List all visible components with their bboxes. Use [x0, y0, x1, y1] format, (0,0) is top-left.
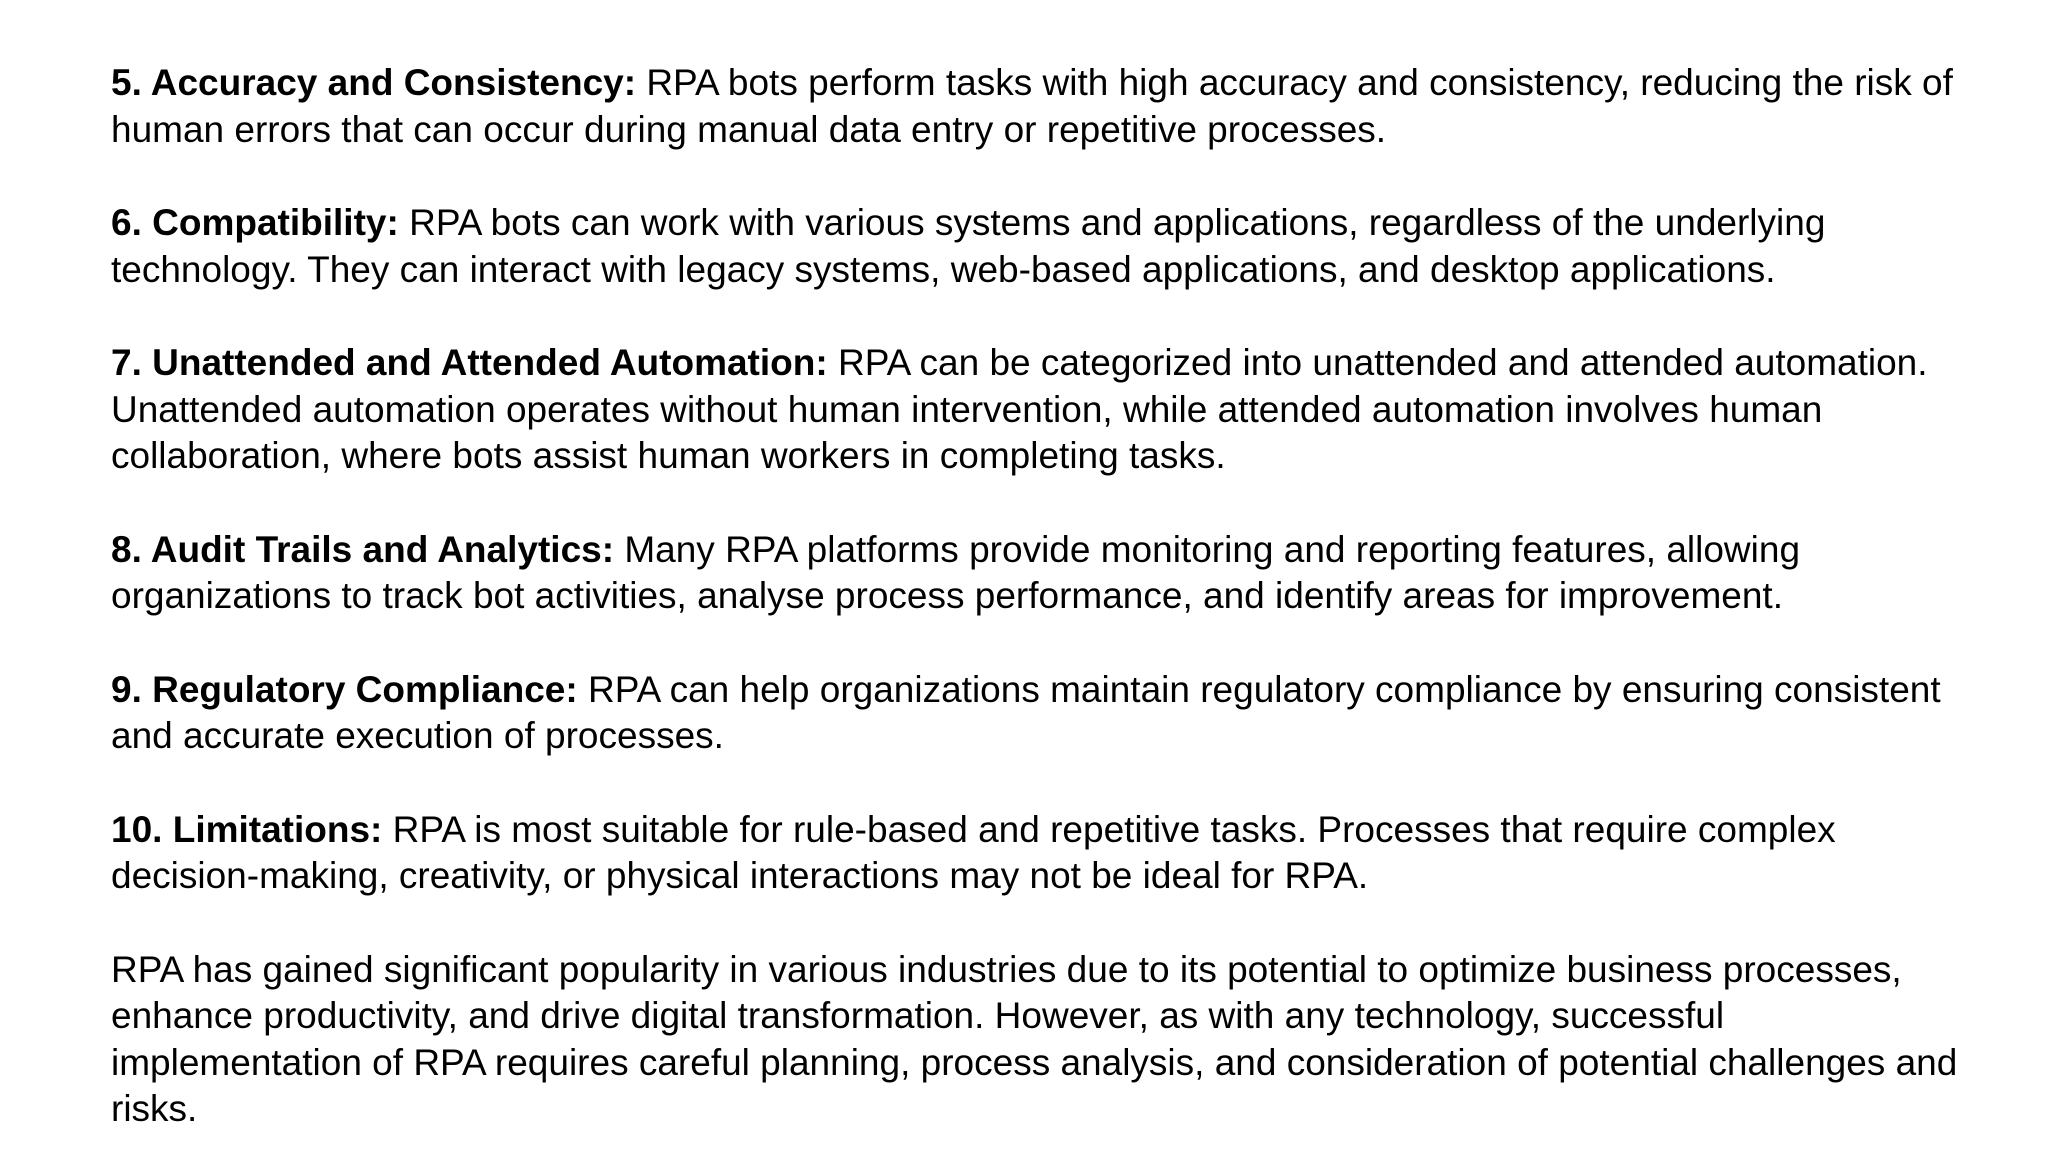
document-body — [111, 60, 1971, 1133]
list-item-automation-types — [111, 340, 1971, 480]
list-item-accuracy — [111, 60, 1971, 153]
conclusion-paragraph — [111, 947, 1971, 1133]
item-text: RPA bots perform tasks with high accuracy and consistency, reducing the risk of human errors that can occur during manual data entry or repetitive processes. — [111, 62, 1953, 150]
list-item-limitations — [111, 807, 1971, 900]
item-text: RPA is most suitable for rule-based and repetitive tasks. Processes that require complex decision-making, creativity, or physical interactions may not be ideal for RPA. — [111, 808, 1836, 896]
item-text: RPA can help organizations maintain regulatory compliance by ensuring consistent and accurate execution of processes. — [111, 668, 1941, 756]
item-text: RPA bots can work with various systems and applications, regardless of the underlying technology. They can interact with legacy systems, web-based applications, and desktop applications. — [111, 202, 1826, 290]
list-item-compatibility — [111, 200, 1971, 293]
list-item-audit-trails — [111, 527, 1971, 620]
conclusion-text: RPA has gained significant popularity in various industries due to its potential to optimize business processes, enhance productivity, and drive digital transformation. However, as with any technology, successful implementation of RPA requires careful planning, process analysis, and consideration of potential challenges and risks. — [111, 948, 1958, 1129]
item-heading: 8. Audit Trails and Analytics: — [111, 528, 615, 570]
item-heading: 9. Regulatory Compliance: — [111, 668, 578, 710]
list-item-regulatory-compliance — [111, 667, 1971, 760]
item-heading: 10. Limitations: — [111, 808, 383, 850]
item-heading: 5. Accuracy and Consistency: — [111, 62, 637, 103]
item-heading: 7. Unattended and Attended Automation: — [111, 342, 828, 383]
item-text: Many RPA platforms provide monitoring and reporting features, allowing organizations to track bot activities, analyse process performance, and identify areas for improvement. — [111, 528, 1801, 616]
item-text: RPA can be categorized into unattended and attended automation. Unattended automation operates without human intervention, while attended automation involves human collaboration, where bots assist human workers in completing tasks. — [111, 342, 1928, 476]
item-heading: 6. Compatibility: — [111, 202, 399, 243]
